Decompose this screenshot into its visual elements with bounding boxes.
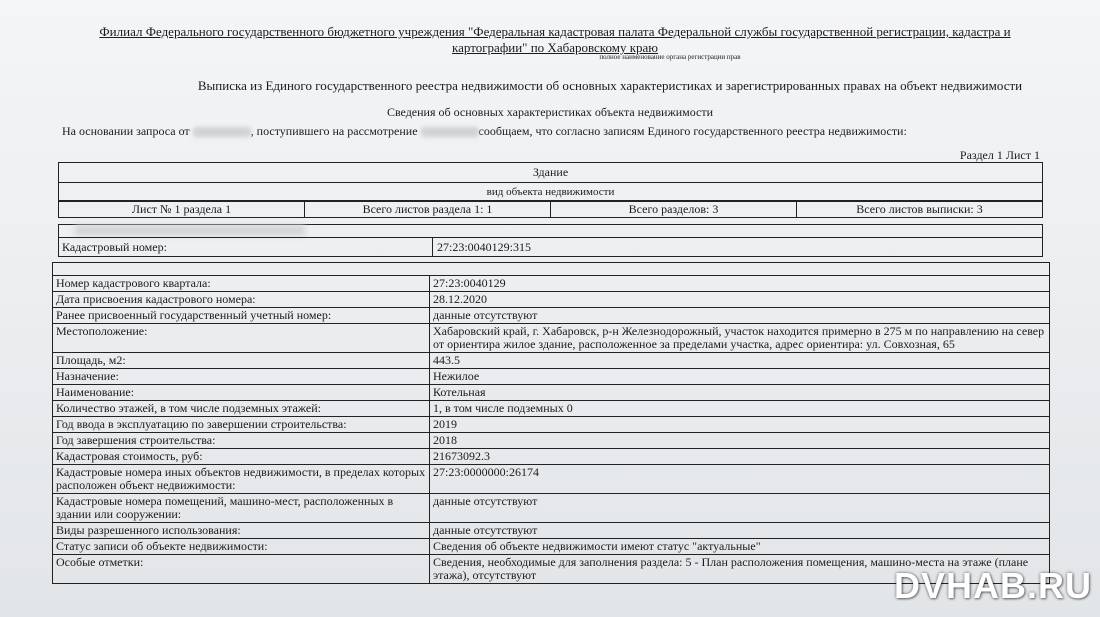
table-row — [53, 369, 1050, 385]
field-value: данные отсутствуют — [430, 494, 1050, 523]
field-label: Кадастровые номера иных объектов недвижимости, в пределах которых расположен объект недвижимости: — [53, 465, 430, 494]
table-row — [53, 417, 1050, 433]
field-label: Назначение: — [53, 369, 430, 385]
field-label: Кадастровая стоимость, руб: — [53, 449, 430, 465]
object-type: Здание — [59, 163, 1042, 183]
field-label: Ранее присвоенный государственный учетный номер: — [53, 308, 430, 324]
field-label: Количество этажей, в том числе подземных этажей: — [53, 401, 430, 417]
field-label: Год завершения строительства: — [53, 433, 430, 449]
redacted-text — [75, 225, 305, 236]
field-label: Наименование: — [53, 385, 430, 401]
field-label: Кадастровые номера помещений, машино-мест, расположенных в здании или сооружении: — [53, 494, 430, 523]
table-row — [53, 539, 1050, 555]
field-label: Дата присвоения кадастрового номера: — [53, 292, 430, 308]
field-label: Год ввода в эксплуатацию по завершении строительства: — [53, 417, 430, 433]
field-label: Площадь, м2: — [53, 353, 430, 369]
field-value: 1, в том числе подземных 0 — [430, 401, 1050, 417]
field-label: Особые отметки: — [53, 555, 430, 584]
total-section-sheets: Всего листов раздела 1: 1 — [305, 201, 551, 217]
field-label: Местоположение: — [53, 324, 430, 353]
basis-text-2: , поступившего на рассмотрение — [250, 124, 418, 138]
request-basis — [62, 124, 1052, 139]
sheet-label: Раздел 1 Лист 1 — [959, 148, 1040, 162]
field-value: Сведения, необходимые для заполнения раздела: 5 - План расположения помещения, машино-места на этаже (плане этажа), отсутствуют — [430, 555, 1050, 584]
table-row — [53, 292, 1050, 308]
site-watermark: DVHAB.RU — [893, 565, 1092, 606]
field-value: 27:23:0040129 — [430, 276, 1050, 292]
redacted-date — [193, 127, 251, 137]
field-value: 443.5 — [430, 353, 1050, 369]
extract-title: Выписка из Единого государственного реестра недвижимости об основных характеристиках и зарегистрированных правах на объект недвижимости — [197, 78, 1023, 93]
table-row — [53, 449, 1050, 465]
field-value: Сведения об объекте недвижимости имеют статус "актуальные" — [430, 539, 1050, 555]
field-value: данные отсутствуют — [430, 523, 1050, 539]
field-value: 2018 — [430, 433, 1050, 449]
total-sections: Всего разделов: 3 — [551, 201, 797, 217]
table-row — [53, 433, 1050, 449]
object-type-caption: вид объекта недвижимости — [486, 186, 615, 198]
field-value: 27:23:0000000:26174 — [430, 465, 1050, 494]
sheet-number: Лист № 1 раздела 1 — [59, 201, 305, 217]
table-row — [53, 465, 1050, 494]
table-row — [53, 353, 1050, 369]
basis-text-1: На основании запроса от — [62, 124, 190, 138]
field-value: 21673092.3 — [430, 449, 1050, 465]
field-label: Статус записи об объекте недвижимости: — [53, 539, 430, 555]
cadastral-number-row — [58, 237, 1043, 257]
object-type-box — [58, 162, 1043, 202]
table-row — [53, 401, 1050, 417]
table-row — [53, 324, 1050, 353]
characteristics-table — [52, 275, 1050, 584]
table-row — [53, 494, 1050, 523]
cadastral-number-label: Кадастровый номер: — [59, 238, 433, 256]
cadastral-number-value: 27:23:0040129:315 — [437, 240, 532, 254]
redacted-date — [421, 127, 479, 137]
field-value: Хабаровский край, г. Хабаровск, р-н Железнодорожный, участок находится примерно в 275 м по направлению на север от ориентира жилое здание, расположенное за пределами участка, адрес ориентира: ул. Совхозная, 65 — [430, 324, 1050, 353]
sheets-info — [58, 200, 1043, 218]
section-title: Сведения об основных характеристиках объекта недвижимости — [386, 105, 714, 119]
field-value: данные отсутствуют — [430, 308, 1050, 324]
table-row — [53, 385, 1050, 401]
field-value: 2019 — [430, 417, 1050, 433]
field-label: Номер кадастрового квартала: — [53, 276, 430, 292]
organization-name: Филиал Федерального государственного бюджетного учреждения "Федеральная кадастровая палата Федеральной службы государственной регистрации, кадастра и картографии" по Хабаровскому краю — [99, 24, 1011, 55]
table-row — [53, 523, 1050, 539]
table-row — [53, 276, 1050, 292]
organization-note: полное наименование органа регистрации прав — [599, 53, 741, 61]
field-value: Нежилое — [430, 369, 1050, 385]
basis-text-3: сообщаем, что согласно записям Единого государственного реестра недвижимости: — [478, 124, 907, 138]
total-extract-sheets: Всего листов выписки: 3 — [856, 202, 983, 216]
field-value: 28.12.2020 — [430, 292, 1050, 308]
table-top-border — [52, 262, 1050, 275]
table-row — [53, 308, 1050, 324]
field-value: Котельная — [430, 385, 1050, 401]
field-label: Виды разрешенного использования: — [53, 523, 430, 539]
